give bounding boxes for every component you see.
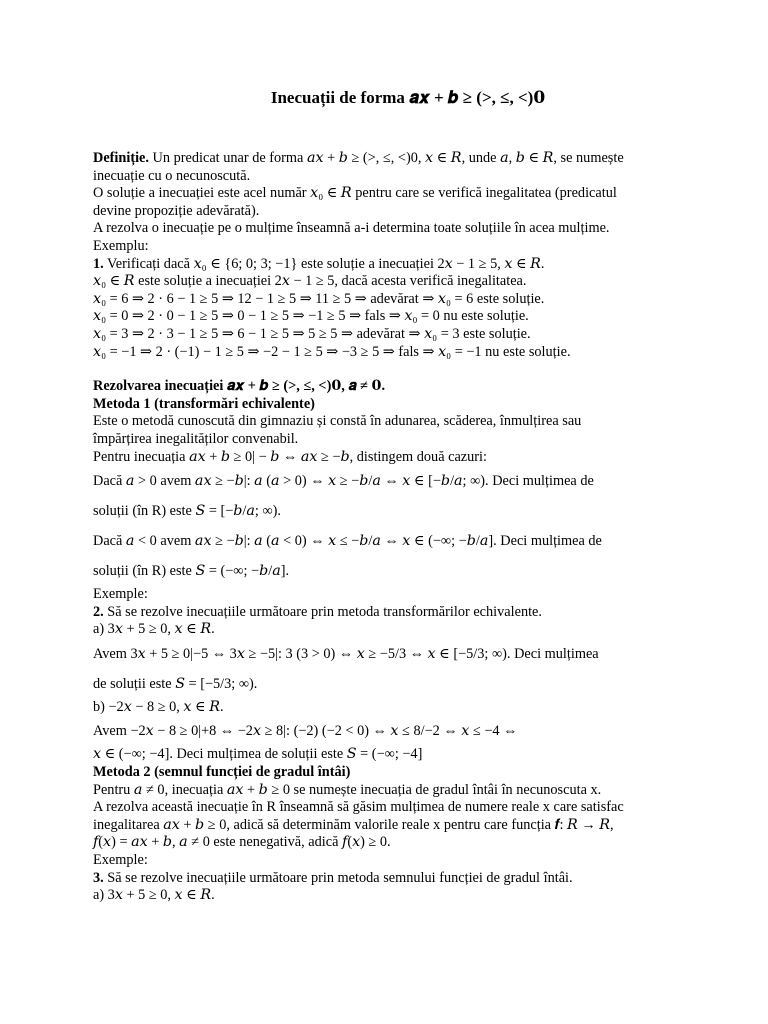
line-text: Un predicat unar de forma 𝑎𝑥 + 𝑏 ≥ (>, ≤, <)0, 𝑥 ∈ 𝑅, unde 𝑎, 𝑏 ∈ 𝑅, se numește bbox=[148, 150, 624, 166]
text-line bbox=[93, 716, 673, 746]
text-line bbox=[93, 556, 673, 586]
line-text: Avem −2𝑥 − 8 ≥ 0|+8 ⇔ −2𝑥 ≥ 8|: (−2) (−2 < 0) ⇔ 𝑥 ≤ 8/−2 ⇔ 𝑥 ≤ −4 ⇔ bbox=[93, 723, 518, 740]
text-line bbox=[93, 256, 673, 274]
line-text: Exemple: bbox=[93, 852, 148, 869]
text-line bbox=[93, 396, 673, 414]
text-line bbox=[93, 449, 673, 467]
text-line bbox=[93, 203, 673, 221]
text-line bbox=[93, 699, 673, 717]
line-text: b) −2𝑥 − 8 ≥ 0, 𝑥 ∈ 𝑅. bbox=[93, 698, 224, 715]
text-line bbox=[93, 621, 673, 639]
text-line bbox=[93, 185, 673, 203]
text-line bbox=[93, 308, 673, 326]
text-line bbox=[93, 326, 673, 344]
text-line bbox=[93, 168, 673, 186]
text-line bbox=[93, 586, 673, 604]
line-text: inegalitarea 𝑎𝑥 + 𝑏 ≥ 0, adică să determinăm valorile reale x pentru care funcția 𝒇: 𝑅 → 𝑅, bbox=[93, 816, 614, 833]
line-text: Exemple: bbox=[93, 586, 148, 603]
bold-lead: Metoda 1 (transformări echivalente) bbox=[93, 395, 315, 412]
line-text: a) 3𝑥 + 5 ≥ 0, 𝑥 ∈ 𝑅. bbox=[93, 621, 215, 638]
text-line bbox=[93, 466, 673, 496]
line-text: 𝑥₀ = 3 ⇒ 2 · 3 − 1 ≥ 5 ⇒ 6 − 1 ≥ 5 ⇒ 5 ≥ 5 ⇒ adevărat ⇒ 𝑥₀ = 3 este soluție. bbox=[93, 325, 531, 342]
blank-line bbox=[93, 361, 673, 378]
line-text: împărțirea inegalităților convenabil. bbox=[93, 430, 299, 447]
document-page bbox=[93, 88, 673, 905]
text-line bbox=[93, 431, 673, 449]
text-line bbox=[93, 150, 673, 168]
text-line bbox=[93, 291, 673, 309]
bold-lead: 1. bbox=[93, 255, 104, 272]
line-text: soluții (în R) este 𝑆 = [−𝑏/𝑎; ∞). bbox=[93, 503, 282, 520]
line-text: Pentru 𝑎 ≠ 0, inecuația 𝑎𝑥 + 𝑏 ≥ 0 se numește inecuația de gradul întâi în necunoscuta x. bbox=[93, 781, 602, 798]
document-title: Inecuații de forma 𝒂𝒙 + 𝒃 ≥ (>, ≤, <)𝟎 bbox=[270, 88, 546, 107]
line-text: O soluție a inecuației este acel număr 𝑥₀ ∈ 𝑅 pentru care se verifică inegalitatea (predicatul bbox=[93, 185, 617, 202]
text-line bbox=[93, 870, 673, 888]
text-line bbox=[93, 604, 673, 622]
line-text: A rezolva această inecuație în R înseamnă să găsim mulțimea de numere reale x care satisfac bbox=[93, 799, 624, 816]
bold-lead: 2. bbox=[93, 603, 104, 620]
text-line bbox=[93, 273, 673, 291]
line-text: Dacă 𝑎 > 0 avem 𝑎𝑥 ≥ −𝑏|: 𝑎 (𝑎 > 0) ⇔ 𝑥 ≥ −𝑏/𝑎 ⇔ 𝑥 ∈ [−𝑏/𝑎; ∞). Deci mulțimea de bbox=[93, 473, 594, 490]
line-text: Avem 3𝑥 + 5 ≥ 0|−5 ⇔ 3𝑥 ≥ −5|: 3 (3 > 0) ⇔ 𝑥 ≥ −5/3 ⇔ 𝑥 ∈ [−5/3; ∞). Deci mulțimea bbox=[93, 645, 599, 662]
line-text: inecuație cu o necunoscută. bbox=[93, 167, 251, 184]
line-text: Verificați dacă 𝑥₀ ∈ {6; 0; 3; −1} este soluție a inecuației 2𝑥 − 1 ≥ 5, 𝑥 ∈ 𝑅. bbox=[103, 255, 545, 272]
text-line bbox=[93, 746, 673, 764]
line-text: 𝑥₀ = 0 ⇒ 2 · 0 − 1 ≥ 5 ⇒ 0 − 1 ≥ 5 ⇒ −1 ≥ 5 ⇒ fals ⇒ 𝑥₀ = 0 nu este soluție. bbox=[93, 308, 529, 325]
text-line bbox=[93, 669, 673, 699]
line-text: 𝑥₀ = 6 ⇒ 2 · 6 − 1 ≥ 5 ⇒ 12 − 1 ≥ 5 ⇒ 11 ≥ 5 ⇒ adevărat ⇒ 𝑥₀ = 6 este soluție. bbox=[93, 290, 545, 307]
document-body bbox=[93, 150, 673, 905]
line-text: 𝑥₀ = −1 ⇒ 2 · (−1) − 1 ≥ 5 ⇒ −2 − 1 ≥ 5 ⇒ −3 ≥ 5 ⇒ fals ⇒ 𝑥₀ = −1 nu este soluție. bbox=[93, 343, 571, 360]
text-line bbox=[93, 378, 673, 396]
text-line bbox=[93, 764, 673, 782]
text-line bbox=[93, 220, 673, 238]
text-line bbox=[93, 782, 673, 800]
line-text: Dacă 𝑎 < 0 avem 𝑎𝑥 ≥ −𝑏|: 𝑎 (𝑎 < 0) ⇔ 𝑥 ≤ −𝑏/𝑎 ⇔ 𝑥 ∈ (−∞; −𝑏/𝑎]. Deci mulțimea de bbox=[93, 533, 602, 550]
line-text: Pentru inecuația 𝑎𝑥 + 𝑏 ≥ 0| − 𝑏 ⇔ 𝑎𝑥 ≥ −𝑏, distingem două cazuri: bbox=[93, 448, 488, 465]
text-line bbox=[93, 799, 673, 817]
text-line bbox=[93, 344, 673, 362]
line-text: Să se rezolve inecuațiile următoare prin metoda transformărilor echivalente. bbox=[103, 603, 542, 620]
line-text: A rezolva o inecuație pe o mulțime înseamnă a-i determina toate soluțiile în acea mulțime. bbox=[93, 220, 610, 237]
line-text: 𝑥₀ ∈ 𝑅 este soluție a inecuației 2𝑥 − 1 ≥ 5, dacă acesta verifică inegalitatea. bbox=[93, 273, 527, 290]
line-text: de soluții este 𝑆 = [−5/3; ∞). bbox=[93, 675, 258, 692]
text-line bbox=[93, 496, 673, 526]
text-line bbox=[93, 887, 673, 905]
line-text: devine propoziție adevărată). bbox=[93, 202, 260, 219]
text-line bbox=[93, 834, 673, 852]
text-line bbox=[93, 817, 673, 835]
bold-lead: Rezolvarea inecuației 𝒂𝒙 + 𝒃 ≥ (>, ≤, <)𝟎, 𝒂 ≠ 𝟎. bbox=[93, 378, 386, 395]
text-line bbox=[93, 639, 673, 669]
line-text: Este o metodă cunoscută din gimnaziu și constă în adunarea, scăderea, înmulțirea sau bbox=[93, 413, 582, 430]
bold-lead: Metoda 2 (semnul funcției de gradul întâi) bbox=[93, 764, 351, 781]
line-text: 𝑥 ∈ (−∞; −4]. Deci mulțimea de soluții este 𝑆 = (−∞; −4] bbox=[93, 746, 423, 763]
text-line bbox=[93, 238, 673, 256]
line-text: soluții (în R) este 𝑆 = (−∞; −𝑏/𝑎]. bbox=[93, 563, 290, 580]
bold-lead: Definiție. bbox=[93, 150, 149, 166]
line-text: a) 3𝑥 + 5 ≥ 0, 𝑥 ∈ 𝑅. bbox=[93, 887, 215, 904]
bold-lead: 3. bbox=[93, 869, 104, 886]
line-text: Să se rezolve inecuațiile următoare prin metoda semnului funcției de gradul întâi. bbox=[103, 869, 573, 886]
line-text: Exemplu: bbox=[93, 237, 149, 254]
text-line bbox=[93, 413, 673, 431]
text-line bbox=[93, 852, 673, 870]
line-text: 𝑓(𝑥) = 𝑎𝑥 + 𝑏, 𝑎 ≠ 0 este nenegativă, adică 𝑓(𝑥) ≥ 0. bbox=[93, 834, 391, 851]
text-line bbox=[93, 526, 673, 556]
